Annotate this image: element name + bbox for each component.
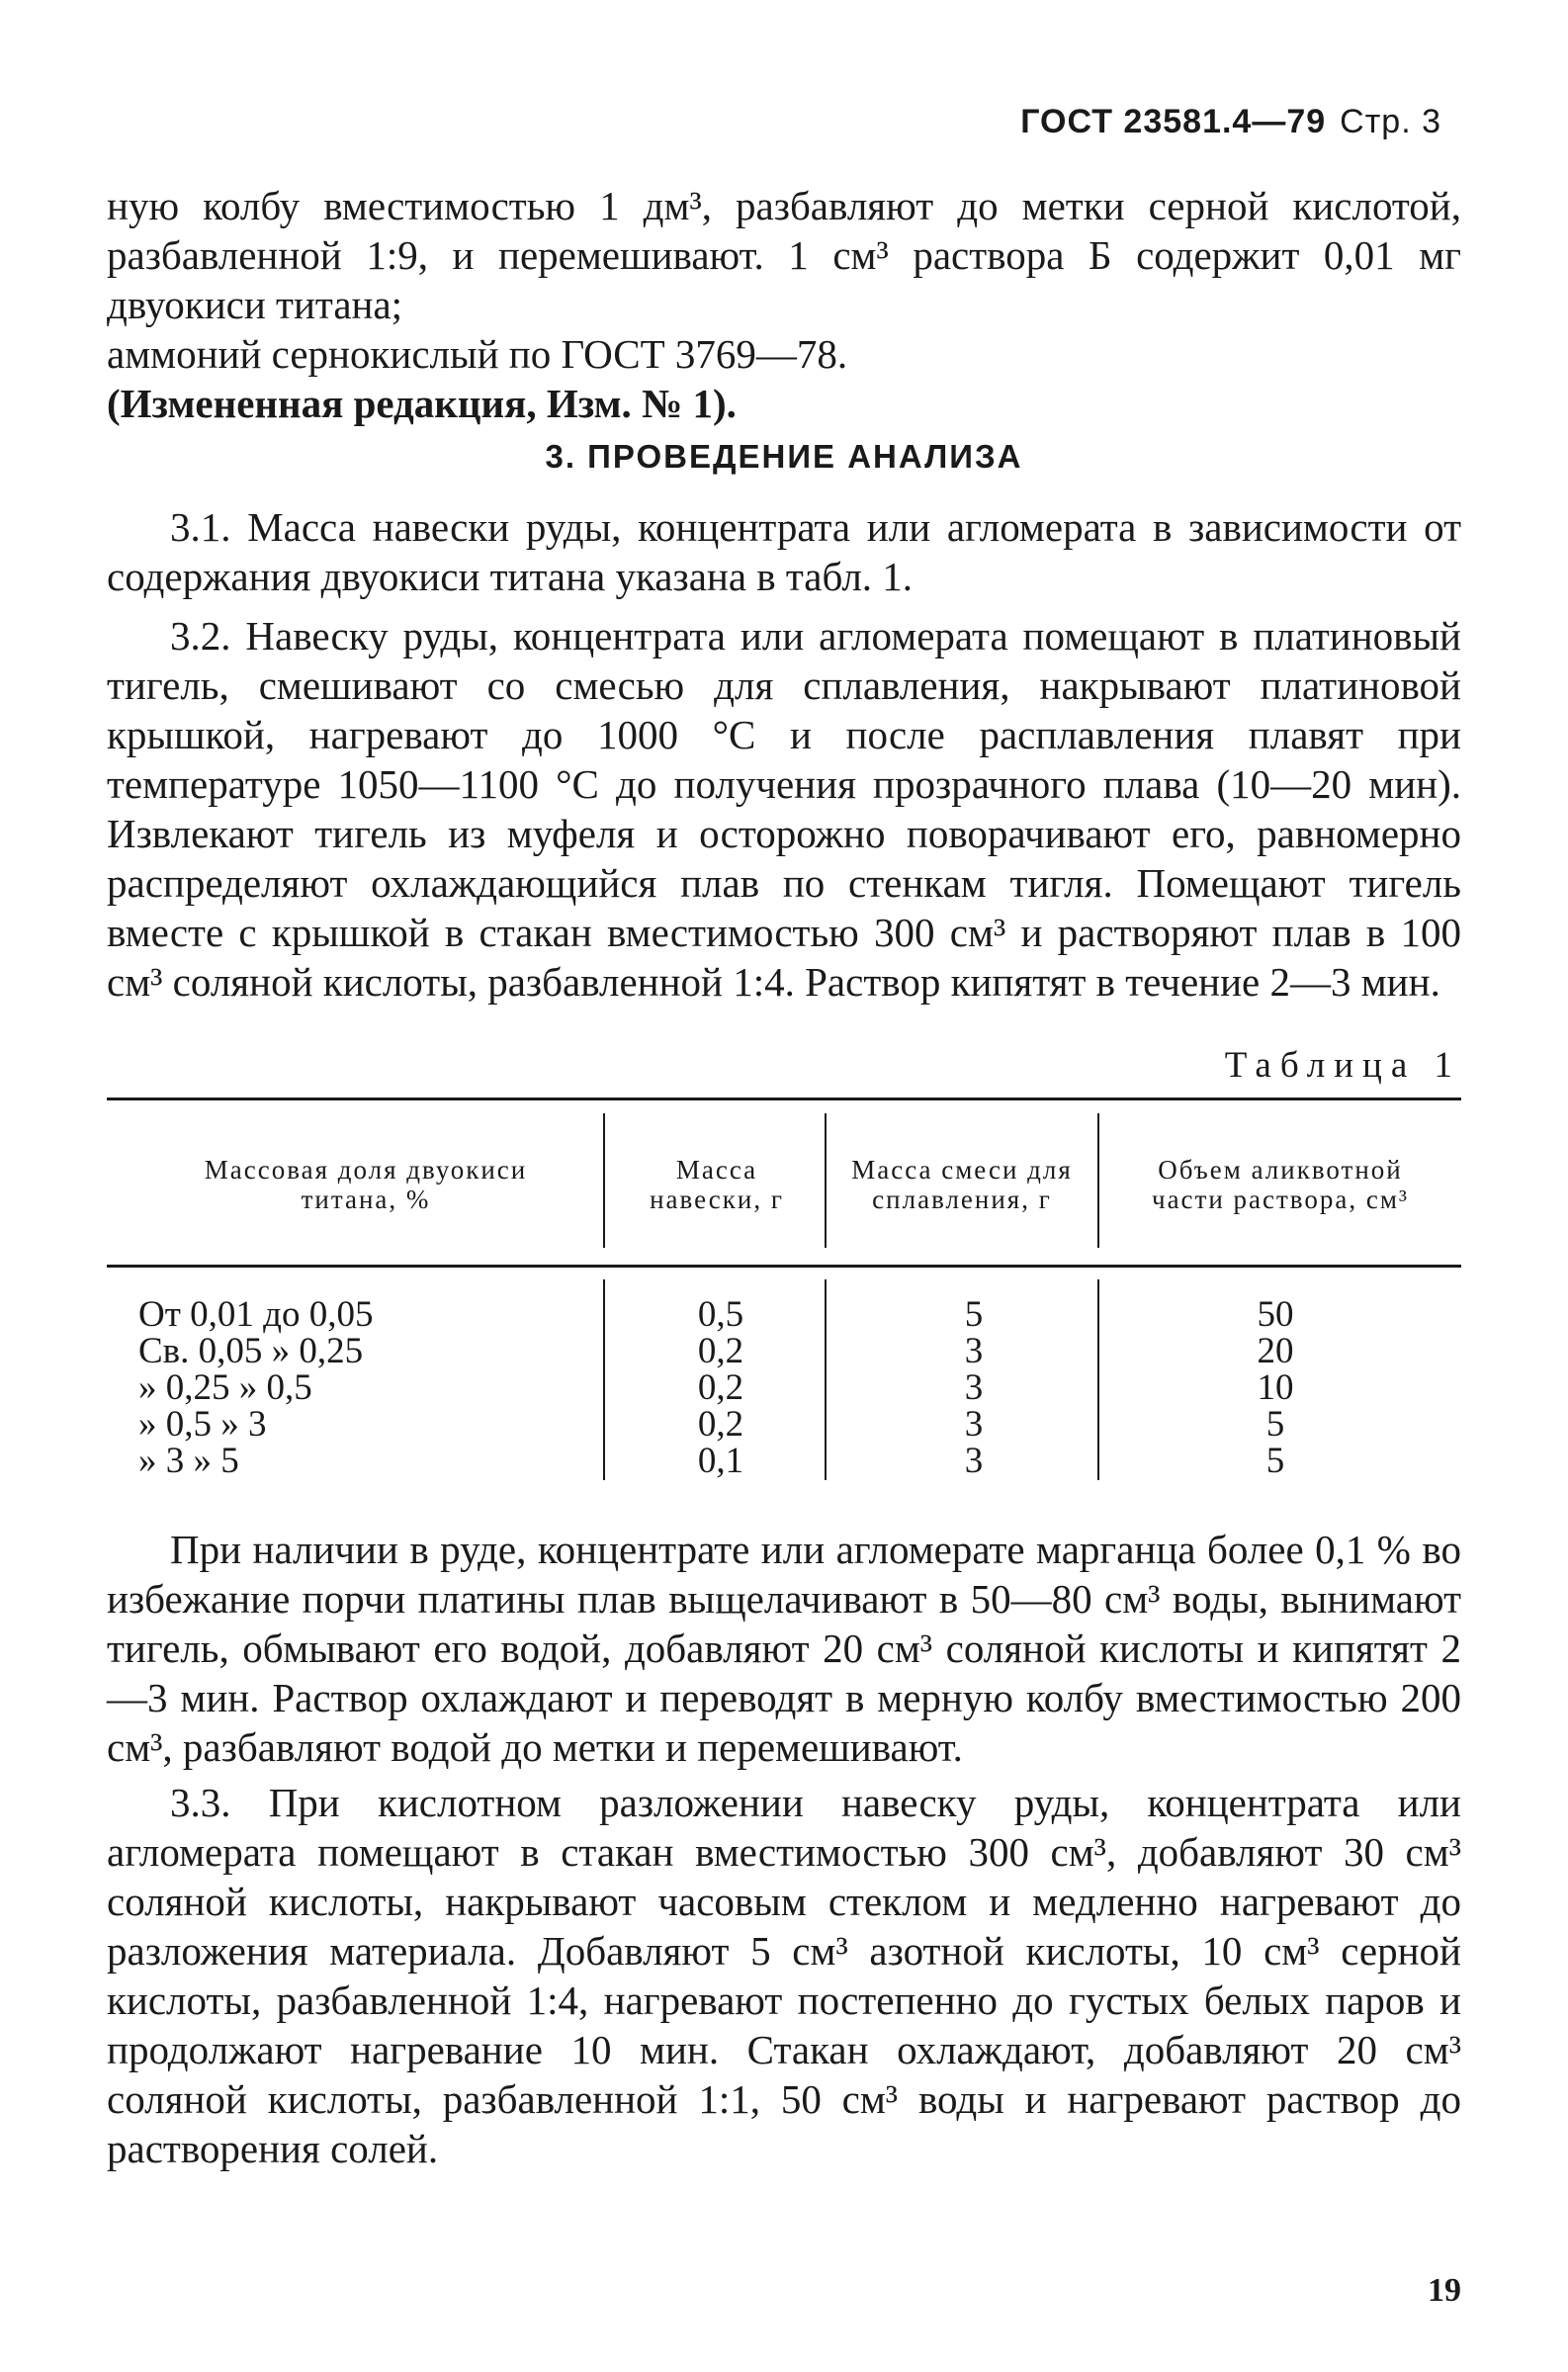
table-column-aliquot-volume — [1176, 1296, 1374, 1479]
paragraph-3-3: 3.3. При кислотном разложении навеску руды, концентрата или агломерата помещают в стакан вместимостью 300 см³, добавляют 30 см³ соляной кислоты, накрывают часовым стеклом и медленно нагревают до разложения материала. Добавляют 5 см³ азотной кислоты, 10 см³ серной кислоты, разбавленной 1:4, нагревают постепенно до густых белых паров и продолжают нагревание 10 мин. Стакан охлаждают, добавляют 20 см³ соляной кислоты, разбавленной 1:1, 50 см³ воды и нагревают раствор до растворения солей. — [107, 1780, 1461, 2171]
table-cell: » 0,5 » 3 — [138, 1404, 267, 1445]
table-cell: 10 — [1257, 1367, 1294, 1408]
table-cell: » 0,25 » 0,5 — [138, 1367, 312, 1408]
table-cell: » 3 » 5 — [138, 1441, 239, 1481]
table-divider — [825, 1279, 827, 1480]
table-divider — [825, 1113, 827, 1248]
paragraph-3-1: 3.1. Масса навески руды, концентрата или агломерата в зависимости от содержания двуокиси титана указана в табл. 1. — [107, 504, 1461, 599]
table-cell: 0,2 — [697, 1404, 744, 1445]
column-header-titanium-fraction: Массовая доля двуокиси титана, % — [204, 1155, 528, 1214]
table-cell: 3 — [964, 1331, 984, 1371]
column-header-sample-mass: Масса навески, г — [650, 1155, 784, 1214]
table-cell: Св. 0,05 » 0,25 — [138, 1331, 364, 1371]
intro-reagent-line: аммоний сернокислый по ГОСТ 3769—78. — [107, 331, 848, 377]
page-label: Стр. 3 — [1340, 103, 1441, 140]
page-number: 19 — [1428, 2272, 1461, 2309]
table-divider — [1097, 1279, 1099, 1480]
table-divider — [603, 1279, 605, 1480]
table-cell: 0,1 — [697, 1441, 744, 1481]
table-cell: От 0,01 до 0,05 — [138, 1294, 374, 1335]
table-cell: 50 — [1257, 1294, 1294, 1335]
table-header-rule — [107, 1265, 1461, 1268]
table-cell: 5 — [1265, 1404, 1285, 1445]
amendment-note: (Измененная редакция, Изм. № 1). — [107, 381, 737, 426]
table-column-fraction — [138, 1296, 573, 1479]
table-cell: 3 — [964, 1441, 984, 1481]
section-heading: 3. ПРОВЕДЕНИЕ АНАЛИЗА — [545, 438, 1023, 475]
section-body — [107, 502, 1461, 1007]
table-cell: 0,2 — [697, 1367, 744, 1408]
standard-number: ГОСТ 23581.4—79 — [1020, 103, 1327, 140]
column-header-aliquot-volume: Объем аликвотной части раствора, см³ — [1151, 1155, 1410, 1214]
table-cell: 3 — [964, 1367, 984, 1408]
paragraph-3-2: 3.2. Навеску руды, концентрата или агломерата помещают в платиновый тигель, смешивают со смесью для сплавления, накрывают платиновой крышкой, нагревают до 1000 °С и после расплавления плавят при температуре 1050—1100 °С до получения прозрачного плава (10—20 мин). Извлекают тигель из муфеля и осторожно поворачивают его, равномерно распределяют охлаждающийся плав по стенкам тигля. Помещают тигель вместе с крышкой в стакан вместимостью 300 см³ и растворяют плав в 100 см³ соляной кислоты, разбавленной 1:4. Раствор кипятят в течение 2—3 мин. — [107, 613, 1461, 1005]
table-divider — [1097, 1113, 1099, 1248]
table-column-flux-mass — [870, 1296, 1078, 1479]
table-cell: 0,5 — [697, 1294, 744, 1335]
table-caption: Таблица 1 — [1224, 1045, 1461, 1086]
table-cell: 5 — [1265, 1441, 1285, 1481]
intro-block — [107, 181, 1461, 428]
column-header-flux-mass: Масса смеси для сплавления, г — [851, 1155, 1073, 1214]
intro-paragraph: ную колбу вместимостью 1 дм³, разбавляют до метки серной кислотой, разбавленной 1:9, и перемешивают. 1 см³ раствора Б содержит 0,01 мг двуокиси титана; — [107, 183, 1461, 327]
manganese-paragraph: При наличии в руде, концентрате или агломерате марганца более 0,1 % во избежание порчи платины плав выщелачивают в 50—80 см³ воды, вынимают тигель, обмывают его водой, добавляют 20 см³ соляной кислоты и кипятят 2—3 мин. Раствор охлаждают и переводят в мерную колбу вместимостью 200 см³, разбавляют водой до метки и перемешивают. — [107, 1527, 1461, 1770]
running-header — [1020, 103, 1441, 141]
table-column-sample-mass — [627, 1296, 815, 1479]
table-cell: 3 — [964, 1404, 984, 1445]
table-cell: 5 — [964, 1294, 984, 1335]
table-divider — [603, 1113, 605, 1248]
table-cell: 0,2 — [697, 1331, 744, 1371]
post-table-body — [107, 1525, 1461, 2173]
table-cell: 20 — [1257, 1331, 1294, 1371]
table-top-rule — [107, 1098, 1461, 1100]
